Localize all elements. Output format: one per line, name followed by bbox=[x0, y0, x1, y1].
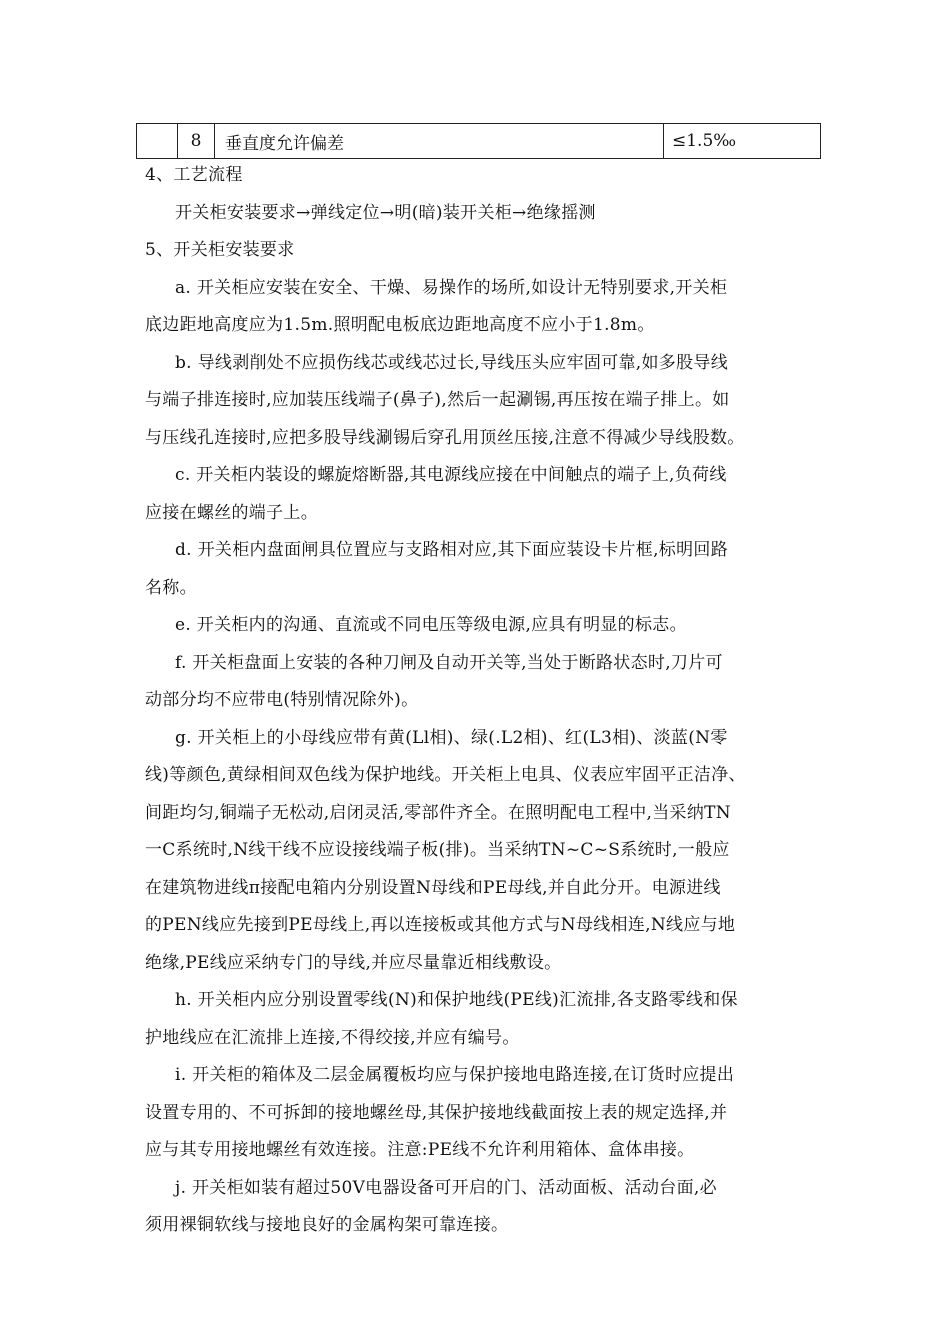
paragraph-line: h. 开关柜内应分别设置零线(N)和保护地线(PE线)汇流排,各支路零线和保 bbox=[175, 990, 738, 1010]
paragraph-line: 应接在螺丝的端子上。 bbox=[145, 502, 318, 523]
paragraph-line: 须用裸铜软线与接地良好的金属构架可靠连接。 bbox=[145, 1215, 509, 1235]
paragraph-line: e. 开关柜内的沟通、直流或不同电压等级电源,应具有明显的标志。 bbox=[175, 615, 687, 635]
section-heading: 5、开关柜安装要求 bbox=[145, 240, 295, 260]
paragraph-line: 与压线孔连接时,应把多股导线涮锡后穿孔用顶丝压接,注意不得减少导线股数。 bbox=[145, 427, 745, 448]
paragraph-line: 的PEN线应先接到PE母线上,再以连接板或其他方式与N母线相连,N线应与地 bbox=[145, 915, 736, 935]
paragraph-line: g. 开关柜上的小母线应带有黄(Ll相)、绿(.L2相)、红(L3相)、淡蓝(N零 bbox=[175, 727, 728, 748]
paragraph-line: f. 开关柜盘面上安装的各种刀闸及自动开关等,当处于断路状态时,刀片可 bbox=[175, 652, 723, 673]
table-row bbox=[137, 124, 821, 159]
table-cell-index: 8 bbox=[178, 124, 215, 159]
section-heading: 4、工艺流程 bbox=[145, 165, 243, 185]
paragraph-line: 与端子排连接时,应加装压线端子(鼻子),然后一起涮锡,再压按在端子排上。如 bbox=[145, 390, 730, 410]
table-cell-value: ≤1.5‰ bbox=[664, 124, 821, 159]
paragraph-line: 护地线应在汇流排上连接,不得绞接,并应有编号。 bbox=[145, 1027, 520, 1048]
paragraph-line: 应与其专用接地螺丝有效连接。注意:PE线不允许利用箱体、盒体串接。 bbox=[145, 1140, 695, 1160]
paragraph-line: b. 导线剥削处不应损伤线芯或线芯过长,导线压头应牢固可靠,如多股导线 bbox=[175, 352, 728, 373]
paragraph-line: c. 开关柜内装设的螺旋熔断器,其电源线应接在中间触点的端子上,负荷线 bbox=[175, 465, 727, 485]
paragraph-line: d. 开关柜内盘面闸具位置应与支路相对应,其下面应装设卡片框,标明回路 bbox=[175, 540, 728, 560]
paragraph-line: 一C系统时,N线干线不应设接线端子板(排)。当采纳TN~C~S系统时,一般应 bbox=[145, 840, 730, 860]
body-text bbox=[145, 157, 805, 1245]
paragraph-line: a. 开关柜应安装在安全、干燥、易操作的场所,如设计无特别要求,开关柜 bbox=[175, 277, 728, 298]
paragraph-line: 线)等颜色,黄绿相间双色线为保护地线。开关柜上电具、仪表应牢固平正洁净、 bbox=[145, 765, 746, 785]
table-cell-empty bbox=[137, 124, 178, 159]
table-cell-item: 垂直度允许偏差 bbox=[215, 124, 664, 159]
paragraph-line: j. 开关柜如装有超过50V电器设备可开启的门、活动面板、活动台面,必 bbox=[175, 1177, 717, 1198]
paragraph-line: i. 开关柜的箱体及二层金属覆板均应与保护接地电路连接,在订货时应提出 bbox=[175, 1065, 735, 1085]
paragraph-line: 设置专用的、不可拆卸的接地螺丝母,其保护接地线截面按上表的规定选择,并 bbox=[145, 1102, 728, 1123]
paragraph-line: 底边距地高度应为1.5m.照明配电板底边距地高度不应小于1.8m。 bbox=[145, 315, 655, 335]
paragraph-line: 动部分均不应带电(特别情况除外)。 bbox=[145, 690, 419, 710]
process-flow: 开关柜安装要求→弹线定位→明(暗)装开关柜→绝缘摇测 bbox=[175, 202, 596, 223]
paragraph-line: 在建筑物进线π接配电箱内分别设置N母线和PE母线,并自此分开。电源进线 bbox=[145, 877, 721, 898]
paragraph-line: 名称。 bbox=[145, 577, 197, 598]
paragraph-line: 间距均匀,铜端子无松动,启闭灵活,零部件齐全。在照明配电工程中,当采纳TN bbox=[145, 802, 731, 823]
paragraph-line: 绝缘,PE线应采纳专门的导线,并应尽量靠近相线敷设。 bbox=[145, 952, 562, 973]
spec-table bbox=[136, 123, 821, 159]
